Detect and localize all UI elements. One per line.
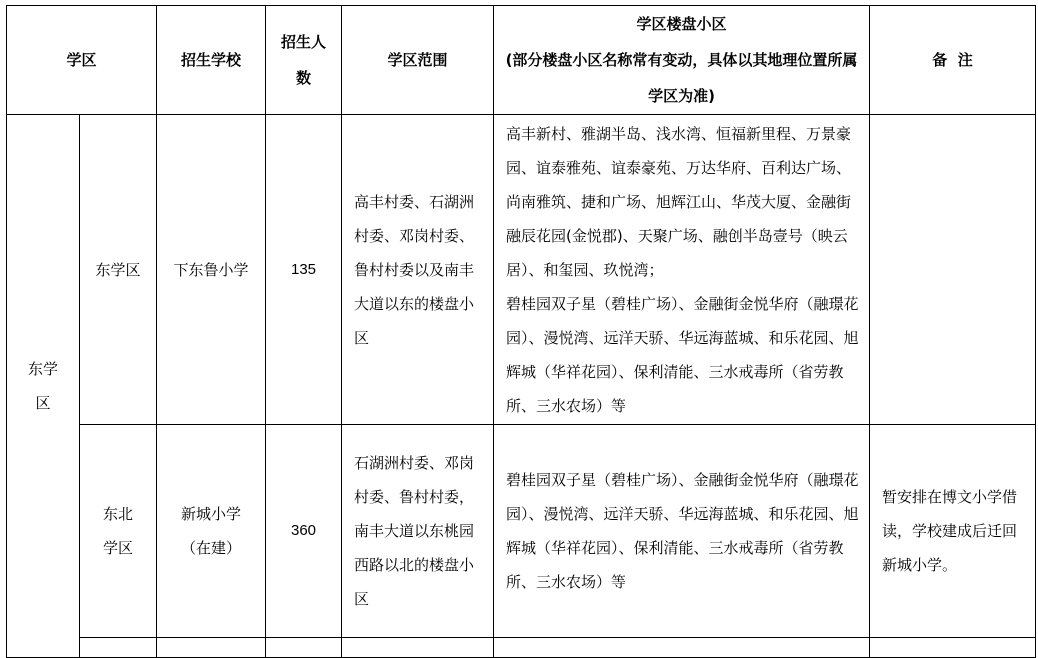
empty-cell: [157, 638, 266, 658]
remarks-cell: [870, 115, 1036, 425]
enrollment-cell: 135: [266, 115, 342, 425]
empty-cell: [342, 638, 494, 658]
scope-cell: 高丰村委、石湖洲村委、邓岗村委、鲁村村委以及南丰大道以东的楼盘小区: [342, 115, 494, 425]
school-name: 新城小学: [180, 505, 241, 523]
district-group-cell: 东学区: [7, 115, 80, 658]
header-row: [7, 6, 1036, 115]
header-communities-title: 学区楼盘小区: [636, 15, 727, 33]
empty-cell: [494, 638, 870, 658]
communities-cell: 碧桂园双子星（碧桂广场）、金融街金悦华府（融璟花园）、漫悦湾、远洋天骄、华远海蓝城、和乐花园、旭辉城（华祥花园）、保利清能、三水戒毒所（省劳教所、三水农场）等: [494, 425, 870, 638]
header-enrollment: [266, 6, 342, 115]
header-district: 学区: [7, 6, 157, 115]
table-row: [7, 425, 1036, 638]
communities-part2: 碧桂园双子星（碧桂广场）、金融街金悦华府（融璟花园）、漫悦湾、远洋天骄、华远海蓝城、和乐花园、旭辉城（华祥花园）、保利清能、三水戒毒所（省劳教所、三水农场）等: [506, 294, 859, 415]
remarks-cell: 暂安排在博文小学借读，学校建成后迁回新城小学。: [870, 425, 1036, 638]
header-communities-note: (部分楼盘小区名称常有变动，具体以其地理位置所属学区为准): [505, 51, 858, 105]
sub-district-cell: 东北学区: [80, 425, 157, 638]
header-school: 招生学校: [157, 6, 266, 115]
table-row: [7, 115, 1036, 425]
school-cell: [157, 425, 266, 638]
empty-cell: [80, 638, 157, 658]
sub-district-cell: 东学区: [80, 115, 157, 425]
school-status: （在建）: [180, 539, 241, 557]
table-row-partial: [7, 638, 1036, 658]
enrollment-cell: 360: [266, 425, 342, 638]
header-remarks: 备 注: [870, 6, 1036, 115]
scope-cell: 石湖洲村委、邓岗村委、鲁村村委，南丰大道以东桃园西路以北的楼盘小区: [342, 425, 494, 638]
empty-cell: [870, 638, 1036, 658]
communities-part1: 高丰新村、雅湖半岛、浅水湾、恒福新里程、万景豪园、谊泰雅苑、谊泰豪苑、万达华府、百利达广场、尚南雅筑、捷和广场、旭辉江山、华茂大厦、金融街融辰花园(金悦郡)、天聚广场、融创半岛壹号（映云居）、和玺园、玖悦湾；: [506, 124, 852, 279]
communities-cell: [494, 115, 870, 425]
header-scope: 学区范围: [342, 6, 494, 115]
enrollment-district-table: [6, 5, 1036, 658]
header-enrollment-text: 招生人数: [280, 33, 326, 87]
empty-cell: [266, 638, 342, 658]
school-cell: 下东鲁小学: [157, 115, 266, 425]
header-communities: [494, 6, 870, 115]
